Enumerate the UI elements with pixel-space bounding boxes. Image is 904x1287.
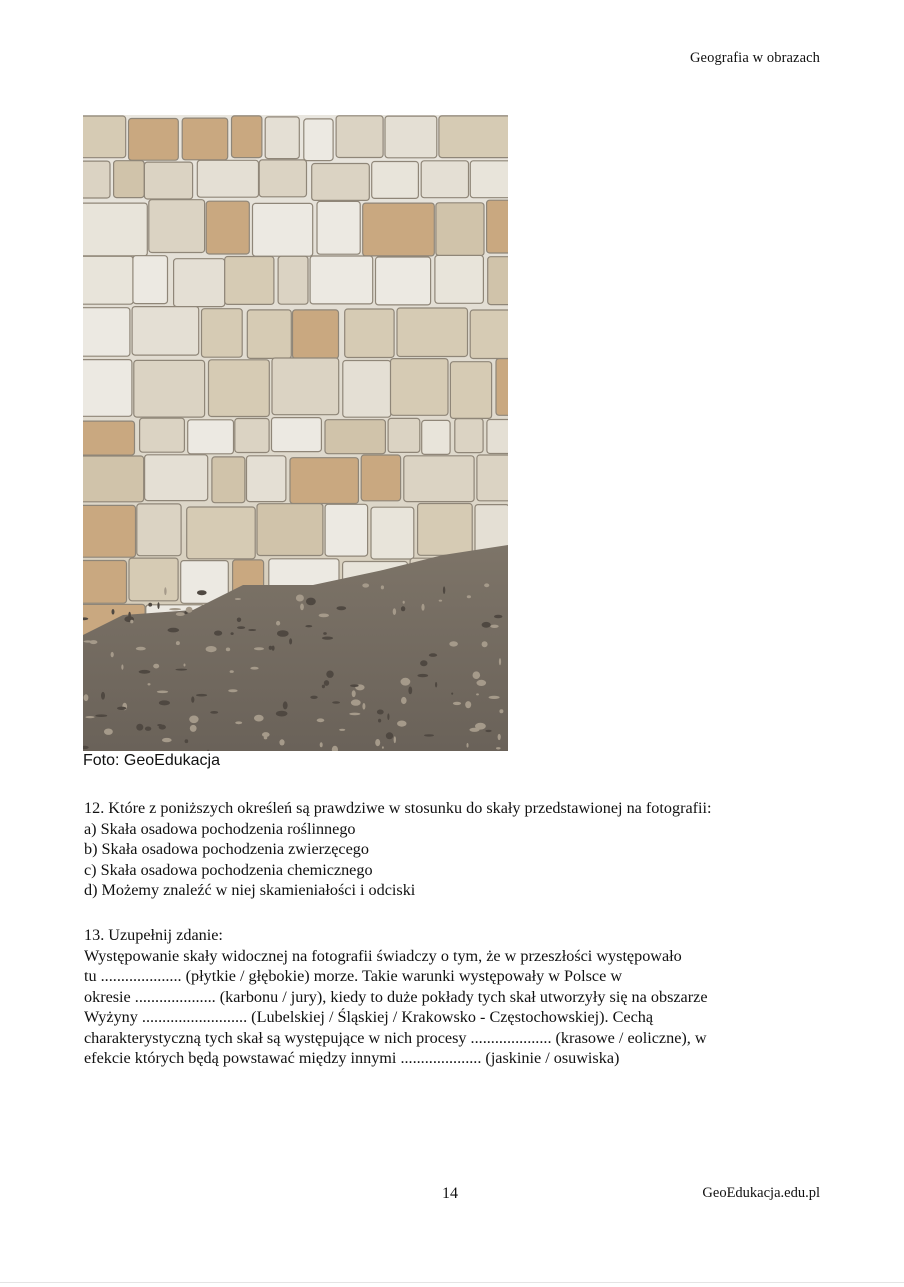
pebble — [85, 716, 94, 718]
pebble — [191, 696, 194, 702]
pebble — [482, 641, 488, 647]
pebble — [424, 734, 434, 736]
rock-block — [487, 200, 508, 253]
pebble — [322, 637, 333, 640]
pebble — [320, 742, 323, 747]
rock-block — [232, 116, 262, 158]
pebble — [250, 667, 258, 670]
pebble — [111, 652, 114, 657]
pebble — [477, 680, 487, 686]
rock-block — [247, 456, 286, 502]
pebble — [276, 621, 280, 626]
rock-block — [259, 160, 306, 197]
option-c: c) Skała osadowa pochodzenia chemicznego — [84, 860, 373, 879]
rock-block — [197, 160, 258, 197]
rock-block — [376, 257, 431, 305]
pebble — [168, 628, 180, 633]
photo-caption: Foto: GeoEdukacja — [83, 752, 220, 769]
rock-block — [397, 308, 468, 357]
pebble — [196, 694, 207, 697]
pebble — [101, 692, 105, 700]
rock-block — [133, 256, 168, 304]
pebble — [305, 625, 312, 627]
pebble — [421, 604, 424, 611]
rock-block — [421, 161, 468, 198]
rock-block — [83, 505, 136, 557]
rock-block — [450, 362, 491, 419]
sentence-line-4: Wyżyny .......................... (Lubelskiej / Śląskiej / Krakowsko - Częstochowskiej). Cechą — [84, 1008, 654, 1026]
pebble — [248, 629, 256, 631]
pebble — [104, 729, 113, 735]
rock-block — [477, 455, 508, 501]
pebble — [206, 646, 217, 652]
pebble — [136, 724, 143, 731]
pebble — [453, 702, 461, 705]
rock-block — [470, 310, 508, 359]
rock-block — [278, 256, 308, 304]
rock-block — [317, 201, 360, 254]
pebble — [264, 736, 268, 739]
pebble — [210, 711, 218, 714]
rock-block — [225, 257, 274, 305]
pebble — [499, 658, 501, 665]
rock-block — [132, 307, 199, 356]
rock-block — [83, 456, 144, 502]
pebble — [296, 595, 304, 602]
rock-block — [418, 504, 473, 556]
pebble — [214, 631, 222, 636]
pebble — [375, 739, 380, 746]
pebble — [349, 713, 360, 716]
pebble — [283, 701, 288, 709]
pebble — [310, 696, 317, 699]
rock-block — [83, 203, 147, 256]
rock-block — [455, 419, 483, 453]
pebble — [164, 587, 166, 595]
pebble — [84, 694, 89, 701]
pebble — [324, 680, 329, 686]
pebble — [136, 647, 146, 651]
pebble — [176, 612, 185, 616]
pebble — [169, 608, 181, 610]
rock-block — [325, 420, 385, 454]
pebble — [496, 747, 501, 749]
pebble — [197, 590, 207, 595]
rock-block — [343, 361, 391, 418]
rock-block — [247, 310, 291, 359]
pebble — [352, 690, 356, 697]
rock-block — [345, 309, 394, 358]
pebble — [403, 601, 405, 604]
rock-block — [253, 203, 313, 256]
pebble — [157, 602, 159, 609]
pebble — [254, 715, 264, 722]
rock-block — [436, 203, 484, 256]
pebble — [429, 653, 437, 657]
rock-block — [496, 359, 508, 416]
pebble — [323, 632, 327, 635]
rock-block — [145, 455, 208, 501]
pebble — [190, 725, 197, 732]
pebble — [498, 734, 501, 740]
rock-block — [272, 418, 322, 452]
rock-block — [422, 420, 450, 454]
pebble — [254, 647, 264, 650]
pebble — [83, 640, 92, 642]
pebble — [381, 585, 384, 589]
pebble — [237, 618, 241, 623]
pebble — [408, 687, 412, 695]
rock-block — [404, 456, 474, 502]
question-12 — [84, 798, 814, 901]
rock-block — [149, 200, 205, 253]
pebble — [485, 730, 491, 732]
rock-block — [293, 310, 339, 359]
rock-block — [488, 257, 508, 305]
pebble — [235, 721, 242, 724]
pebble — [337, 606, 347, 610]
pebble — [157, 691, 168, 694]
rock-block — [257, 504, 323, 556]
rock-block — [83, 360, 132, 417]
header-title: Geografia w obrazach — [689, 50, 820, 66]
rock-block — [129, 558, 178, 601]
pebble — [176, 641, 180, 645]
pebble — [139, 670, 151, 674]
rock-block — [209, 360, 270, 417]
pebble — [489, 696, 500, 699]
rock-block — [83, 161, 110, 198]
pebble — [306, 598, 316, 606]
pebble — [230, 670, 234, 673]
pebble — [490, 625, 498, 628]
rock-block — [325, 504, 368, 556]
pebble — [235, 598, 241, 600]
sentence-line-3: okresie .................... (karbonu / jury), kiedy to duże pokłady tych skał utworzyły się na obszarze — [84, 987, 708, 1006]
pebble — [401, 697, 407, 704]
pebble — [121, 664, 123, 669]
sentence-line-6: efekcie których będą powstawać między innymi .................... (jaskinie / osuwiska) — [84, 1049, 620, 1067]
rock-block — [83, 561, 127, 604]
pebble — [378, 719, 381, 723]
pebble — [117, 707, 126, 710]
pebble — [393, 608, 396, 615]
option-b: b) Skała osadowa pochodzenia zwierzęcego — [84, 840, 369, 858]
footer-site: GeoEdukacja.edu.pl — [702, 1185, 820, 1201]
rock-block — [144, 162, 192, 199]
rock-block — [391, 359, 449, 416]
rock-block — [385, 116, 437, 158]
rock-block — [310, 256, 373, 304]
pebble — [189, 716, 198, 724]
rock-block — [312, 164, 370, 201]
pebble — [386, 732, 393, 739]
pebble — [277, 630, 289, 637]
pebble — [377, 710, 384, 715]
pebble — [475, 723, 486, 730]
pebble — [300, 604, 304, 611]
pebble — [130, 620, 133, 624]
rock-block — [83, 256, 133, 304]
pebble — [350, 684, 359, 687]
rock-block — [83, 116, 126, 158]
pebble — [484, 583, 489, 587]
option-d: d) Możemy znaleźć w niej skamieniałości i odciski — [84, 881, 416, 899]
rock-block — [439, 116, 508, 158]
sentence-line-2: tu .................... (płytkie / głębokie) morze. Takie warunki występowały w Polsce w — [84, 967, 623, 985]
rock-block — [371, 507, 414, 559]
pebble — [439, 600, 442, 602]
question-13 — [84, 925, 814, 1069]
pebble — [401, 606, 405, 611]
rock-block — [388, 418, 420, 452]
pebble — [289, 638, 292, 644]
rock-block — [137, 504, 181, 556]
pebble — [159, 700, 170, 705]
pebble — [148, 683, 151, 685]
pebble — [449, 641, 458, 646]
rock-block — [265, 117, 299, 159]
rock-block — [182, 118, 228, 160]
rock-block — [187, 507, 256, 559]
pebble — [467, 743, 469, 748]
sentence-line-1: Występowanie skały widocznej na fotografii świadczy o tym, że w przeszłości występowało — [84, 946, 682, 965]
rock-block — [235, 419, 269, 453]
page-bottom-rule — [0, 1282, 904, 1283]
pebble — [351, 699, 361, 705]
pebble — [319, 614, 329, 618]
rock-block — [304, 119, 333, 161]
pebble — [162, 738, 172, 742]
pebble — [435, 682, 437, 688]
pebble — [339, 729, 345, 731]
pebble — [226, 648, 230, 652]
pebble — [279, 739, 284, 745]
rock-block — [129, 119, 179, 161]
pebble — [112, 609, 115, 615]
rock-photo — [83, 115, 508, 751]
pebble — [276, 711, 288, 717]
rock-block — [114, 161, 145, 198]
rock-block — [83, 421, 135, 455]
pebble — [148, 603, 152, 607]
rock-block — [202, 309, 243, 358]
option-a: a) Skała osadowa pochodzenia roślinnego — [84, 819, 356, 838]
pebble — [482, 622, 491, 628]
pebble — [397, 721, 406, 727]
pebble — [153, 664, 159, 669]
pebble — [417, 674, 428, 677]
question-13-prompt: 13. Uzupełnij zdanie: — [84, 926, 223, 944]
pebble — [175, 669, 187, 671]
pebble — [185, 739, 189, 743]
pebble — [231, 632, 234, 635]
pebble — [95, 714, 107, 717]
pebble — [362, 583, 369, 587]
rock-block — [140, 418, 185, 452]
rock-block — [188, 420, 234, 454]
rock-block — [212, 457, 245, 503]
rock-block — [272, 358, 339, 415]
pebble — [394, 736, 396, 743]
rock-block — [361, 455, 400, 501]
pebble — [494, 615, 502, 619]
pebble — [443, 586, 445, 594]
pebble — [237, 626, 245, 629]
pebble — [465, 701, 471, 708]
pebble — [159, 725, 166, 730]
pebble — [382, 746, 384, 749]
pebble — [326, 671, 333, 678]
pebble — [420, 660, 427, 666]
pebble — [269, 646, 272, 650]
pebble — [186, 607, 193, 613]
pebble — [473, 671, 481, 679]
pebble — [362, 703, 365, 710]
pebble — [145, 727, 151, 731]
pebble — [387, 713, 389, 720]
pebble — [467, 595, 471, 598]
pebble — [317, 718, 325, 722]
rock-block — [174, 259, 225, 307]
rock-block — [290, 458, 358, 504]
rock-block — [336, 116, 383, 158]
rock-block — [363, 203, 435, 256]
pebble — [228, 689, 237, 692]
pebble — [451, 693, 453, 695]
pebble — [401, 678, 411, 686]
rock-block — [470, 161, 508, 198]
rock-block — [372, 162, 419, 199]
pebble — [184, 664, 186, 667]
page-number: 14 — [442, 1185, 458, 1202]
rock-block — [435, 255, 484, 303]
rock-block — [487, 420, 508, 454]
rock-block — [134, 360, 205, 417]
pebble — [332, 701, 340, 703]
pebble — [499, 709, 503, 713]
question-12-prompt: 12. Które z poniższych określeń są prawdziwe w stosunku do skały przedstawionej na fotografii: — [84, 799, 712, 817]
rock-block — [83, 308, 130, 357]
pebble — [322, 685, 325, 689]
pebble — [476, 693, 479, 695]
rock-block — [206, 201, 249, 254]
sentence-line-5: charakterystyczną tych skał są występujące w nich procesy .................... (krasowe / eoliczne), w — [84, 1028, 707, 1047]
